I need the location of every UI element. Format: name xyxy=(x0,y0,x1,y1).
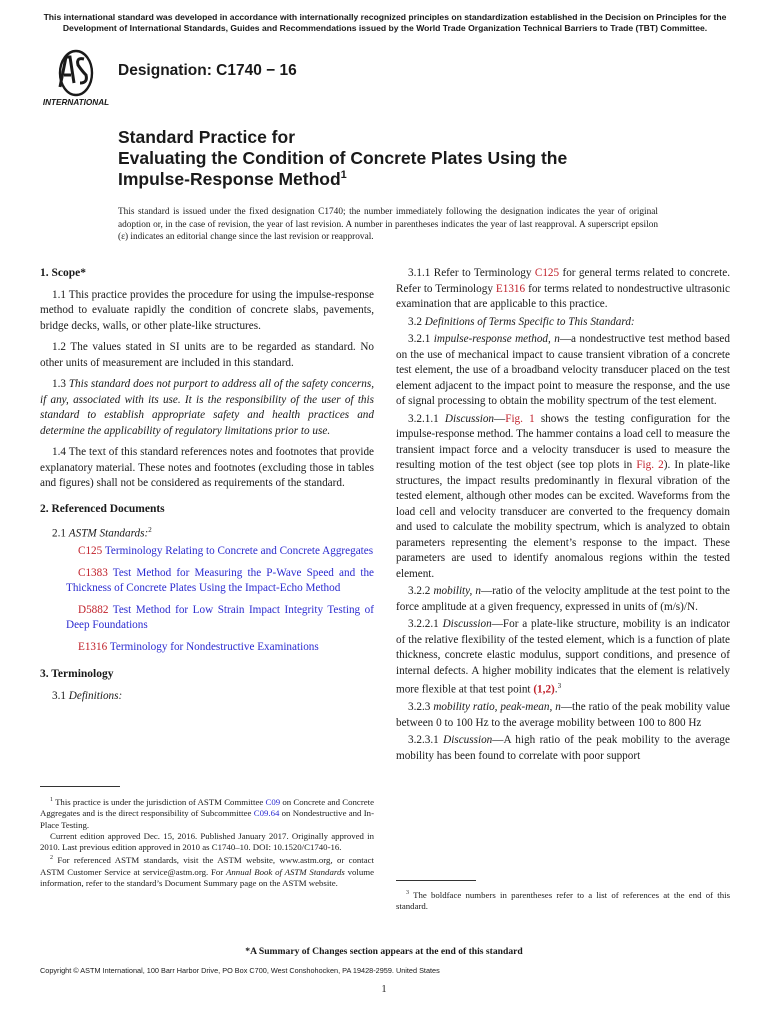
discussion-dash: — xyxy=(494,412,506,425)
footnote-ref-2: 2 xyxy=(148,526,152,534)
term-mobility-ratio: mobility ratio, peak-mean, n xyxy=(433,701,561,714)
reference-citation-1-2[interactable]: (1,2) xyxy=(533,683,555,696)
para-3-1-1-text-c: for terms related to nondestructive ultrasonic examination that are applicable to this practice. xyxy=(396,282,730,310)
para-3-2-text: Definitions of Terms Specific to This Standard: xyxy=(424,315,635,328)
para-3-2-1 xyxy=(396,332,730,410)
section-refdocs-heading: 2. Referenced Documents xyxy=(40,502,165,515)
document-title xyxy=(118,127,678,190)
para-1-2: 1.2 The values stated in SI units are to be regarded as standard. No other units of measurement are included in this standard. xyxy=(40,341,374,369)
para-3-2-3-1-text: —A high ratio of the peak mobility to the average mobility has been found to correlate with poor support xyxy=(396,734,730,762)
ref-code[interactable]: C125 xyxy=(78,545,103,558)
footnote-2-text-a: For referenced ASTM standards, visit the ASTM website, www.astm.org, or contact ASTM Customer Service at service@astm.org. For xyxy=(40,855,374,877)
para-1-3-text: This standard does not purport to address all of the safety concerns, if any, associated with its use. It is the responsibility of the user of this standard to establish appropriate safety and health practices and determine the applicability of regulatory limitations prior to use. xyxy=(40,378,374,437)
title-line-3-text: Impulse-Response Method xyxy=(118,169,341,189)
ref-c125[interactable] xyxy=(40,544,374,560)
para-3-2-2-text: —ratio of the velocity amplitude at the test point to the force amplitude at a given frequency, expressed in units of (m/s)/N. xyxy=(396,585,730,613)
para-3-1-1-text-a: 3.1.1 Refer to Terminology xyxy=(408,267,535,279)
footnote-1-edition: Current edition approved Dec. 15, 2016. Published January 2017. Originally approved in 2010. Last previous edition approved in 2010 as C1740–10. DOI: 10.1520/C1740-16. xyxy=(40,830,374,853)
para-3-2-3-number: 3.2.3 xyxy=(408,701,434,714)
committee-c09-link[interactable]: C09 xyxy=(265,796,281,807)
fig-1-link[interactable]: Fig. 1 xyxy=(505,412,535,425)
footnote-3-mark: 3 xyxy=(406,890,409,896)
discussion-label: Discussion xyxy=(443,734,493,747)
footnote-1 xyxy=(40,795,374,831)
para-3-2 xyxy=(396,315,730,331)
fig-2-link[interactable]: Fig. 2 xyxy=(636,459,664,471)
ref-code[interactable]: C1383 xyxy=(78,566,108,579)
right-footnotes xyxy=(396,888,730,913)
left-footnotes xyxy=(40,795,374,889)
summary-of-changes-note: *A Summary of Changes section appears at the end of this standard xyxy=(245,946,523,957)
para-1-3 xyxy=(40,377,374,439)
wto-notice: This international standard was developed in accordance with internationally recognized principles on standardization established in the Decision on Principles for the Development of International Standards, Guides and Recommendations issued by the World Trade Organization Technical Barriers to Trade (TBT) Committee. xyxy=(43,12,727,33)
ref-title[interactable]: Terminology for Nondestructive Examinations xyxy=(107,640,319,653)
para-3-2-3 xyxy=(396,700,730,731)
para-3-1-number: 3.1 xyxy=(52,689,69,702)
footnote-1-text-c: on Nondestructive and In-Place Testing. xyxy=(40,808,374,830)
footnote-1-mark: 1 xyxy=(50,797,53,803)
ref-title[interactable]: Test Method for Low Strain Impact Integrity Testing of Deep Foundations xyxy=(66,603,374,632)
c125-link[interactable]: C125 xyxy=(534,267,560,279)
para-2-1-text: ASTM Standards: xyxy=(68,527,149,540)
para-3-1-1-text-b: for general terms related to concrete. Refer to Terminology xyxy=(396,267,730,295)
term-impulse-response: impulse-response method, n xyxy=(433,333,560,345)
left-column xyxy=(40,266,374,706)
footnote-1-text-a: This practice is under the jurisdiction of ASTM Committee xyxy=(55,796,266,807)
para-3-2-1-number: 3.2.1 xyxy=(408,333,434,345)
para-2-1 xyxy=(40,523,374,542)
para-3-2-2-1-text: —For a plate-like structure, mobility is an indicator of the relative flexibility of the tested element, which is a function of plate thickness, concrete elastic modulus, support conditions, and presence of internal defects. A higher mobility indicates that the element is relatively more flexible at that test point xyxy=(396,618,731,696)
para-1-3-number: 1.3 xyxy=(52,378,69,390)
astm-logo-icon xyxy=(40,47,112,109)
title-line-3 xyxy=(118,169,678,190)
footnote-2-book-title: Annual Book of ASTM Standards xyxy=(226,866,345,877)
para-3-1-text: Definitions: xyxy=(68,689,123,702)
para-2-1-number: 2.1 xyxy=(52,527,69,540)
footnote-1-text-b: on Concrete and Concrete Aggregates and is the direct responsibility of Subcommittee xyxy=(40,796,375,819)
subcommittee-c0964-link[interactable]: C09.64 xyxy=(253,808,280,819)
ref-title[interactable]: Test Method for Measuring the P-Wave Speed and the Thickness of Concrete Plates Using the Impact-Echo Method xyxy=(66,566,374,595)
para-1-4: 1.4 The text of this standard references notes and footnotes that provide explanatory material. These notes and footnotes (excluding those in tables and figures) shall not be considered as requirements of the standard. xyxy=(40,446,374,489)
para-3-2-2-1 xyxy=(396,617,730,698)
footnote-3-text: The boldface numbers in parentheses refer to a list of references at the end of this standard. xyxy=(396,889,731,912)
ref-code[interactable]: D5882 xyxy=(78,603,109,616)
logo-text: INTERNATIONAL xyxy=(42,98,110,107)
footnote-2-text-c: volume information, refer to the standard’s Document Summary page on the ASTM website. xyxy=(40,866,374,888)
ref-c1383[interactable] xyxy=(40,566,374,597)
footnote-2-mark: 2 xyxy=(50,855,53,862)
para-3-2-1-text: —a nondestructive test method based on the use of mechanical impact to cause transient vibration of a concrete test element, the use of a broadband velocity transducer placed on the test element adjacent to the impact point to measure the response, and the use of signal processing to obtain the mobility spectrum of the test element. xyxy=(396,333,730,407)
astm-logo xyxy=(40,47,112,109)
section-terminology-heading: 3. Terminology xyxy=(40,668,114,681)
para-3-2-number: 3.2 xyxy=(408,315,425,328)
discussion-label: Discussion xyxy=(442,618,492,630)
para-3-2-2 xyxy=(396,584,730,615)
footnote-ref-3: 3 xyxy=(557,682,562,690)
page-number: 1 xyxy=(381,984,387,995)
para-3-2-3-1-number: 3.2.3.1 xyxy=(408,734,444,747)
para-3-2-1-1 xyxy=(396,412,730,583)
discussion-label: Discussion xyxy=(444,412,495,425)
title-line-2: Evaluating the Condition of Concrete Plates Using the xyxy=(118,148,568,168)
designation: Designation: C1740 − 16 xyxy=(118,62,297,79)
copyright-line: Copyright © ASTM International, 100 Barr Harbor Drive, PO Box C700, West Conshohocken, PA 19428-2959. United States xyxy=(40,966,440,975)
title-line-1: Standard Practice for xyxy=(118,127,295,147)
para-3-2-1-1-text-b: ). In plate-like structures, the impact results predominantly in flexural vibration of the tested element, although other modes can be excited. Waveforms from the load cell and velocity transducer are converted to the frequency domain and used to calculate the mobility spectrum, which is analyzed to obtain parameters representing the element’s response to the impact. These parameters are used to identify anomalous regions within the tested element. xyxy=(396,459,730,580)
issuance-note: This standard is issued under the fixed designation C1740; the number immediately following the designation indicates the year of original adoption or, in the case of revision, the year of last revision. A number in parentheses indicates the year of last reapproval. A superscript epsilon (ε) indicates an editorial change since the last revision or reapproval. xyxy=(118,207,658,242)
para-3-2-3-1 xyxy=(396,733,730,764)
para-3-2-1-1-text-a: shows the testing configuration for the impulse-response method. The hammer contains a load cell to measure the transient impact force and a velocity transducer is used to measure the resulting motion of the test object (see top plots in xyxy=(396,412,730,471)
ref-code[interactable]: E1316 xyxy=(78,640,108,653)
section-scope-heading: 1. Scope* xyxy=(40,267,86,279)
ref-e1316[interactable] xyxy=(40,640,374,656)
e1316-link[interactable]: E1316 xyxy=(495,282,526,295)
term-mobility: mobility, n xyxy=(433,585,481,597)
footnote-2 xyxy=(40,853,374,889)
ref-d5882[interactable] xyxy=(40,603,374,634)
para-1-1: 1.1 This practice provides the procedure for using the impulse-response method to evaluate rapidly the condition of concrete slabs, pavements, bridge decks, walls, or other plate-like structures. xyxy=(40,288,374,332)
right-column xyxy=(396,266,730,766)
footnote-3 xyxy=(396,888,730,913)
para-3-1-1 xyxy=(396,266,730,313)
para-3-2-2-1-period: . xyxy=(554,683,558,696)
para-3-2-2-1-number: 3.2.2.1 xyxy=(408,618,443,630)
footnote-rule-right xyxy=(396,880,476,881)
para-3-2-3-text: —the ratio of the peak mobility value between 0 to 100 Hz to the average mobility between 100 to 800 Hz xyxy=(396,701,731,729)
ref-title[interactable]: Terminology Relating to Concrete and Concrete Aggregates xyxy=(102,545,374,558)
para-3-2-2-number: 3.2.2 xyxy=(408,585,434,597)
footnote-rule-left xyxy=(40,786,120,787)
para-3-2-1-1-number: 3.2.1.1 xyxy=(408,412,445,425)
para-3-1 xyxy=(40,689,374,705)
title-footnote-mark: 1 xyxy=(340,169,347,182)
